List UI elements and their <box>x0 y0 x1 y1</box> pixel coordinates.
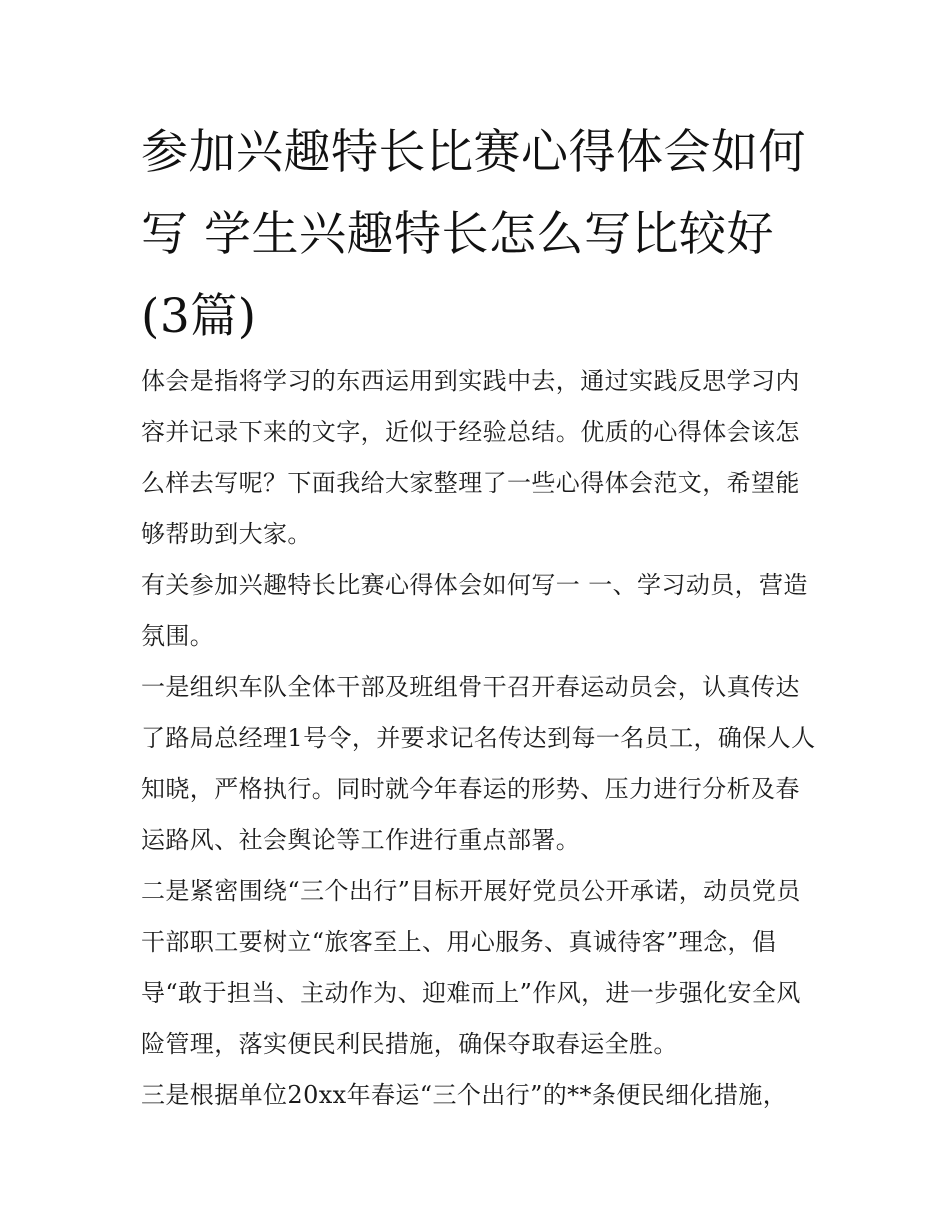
document-title: 参加兴趣特长比赛心得体会如何写 学生兴趣特长怎么写比较好(3篇) <box>141 125 806 344</box>
paragraph-item-two: 二是紧密围绕“三个出行”目标开展好党员公开承诺，动员党员干部职工要树立“旅客至上、用心服务、真诚待客”理念，倡导“敢于担当、主动作为、迎难而上”作风，进一步强化安全风险管理，落实便民利民措施，确保夺取春运全胜。 <box>141 877 801 1058</box>
document-body <box>141 356 821 1121</box>
paragraph-item-one: 一是组织车队全体干部及班组骨干召开春运动员会，认真传达了路局总经理1号令，并要求记名传达到每一名员工，确保人人知晓，严格执行。同时就今年春运的形势、压力进行分析及春运路风、社会舆论等工作进行重点部署。 <box>141 673 816 854</box>
paragraph-section-heading: 有关参加兴趣特长比赛心得体会如何写一 一、学习动员，营造氛围。 <box>141 571 808 650</box>
paragraph-item-three: 三是根据单位20xx年春运“三个出行”的**条便民细化措施， <box>141 1081 788 1109</box>
paragraph-intro: 体会是指将学习的东西运用到实践中去，通过实践反思学习内容并记录下来的文字，近似于经验总结。优质的心得体会该怎么样去写呢？下面我给大家整理了一些心得体会范文，希望能够帮助到大家。 <box>141 367 800 548</box>
